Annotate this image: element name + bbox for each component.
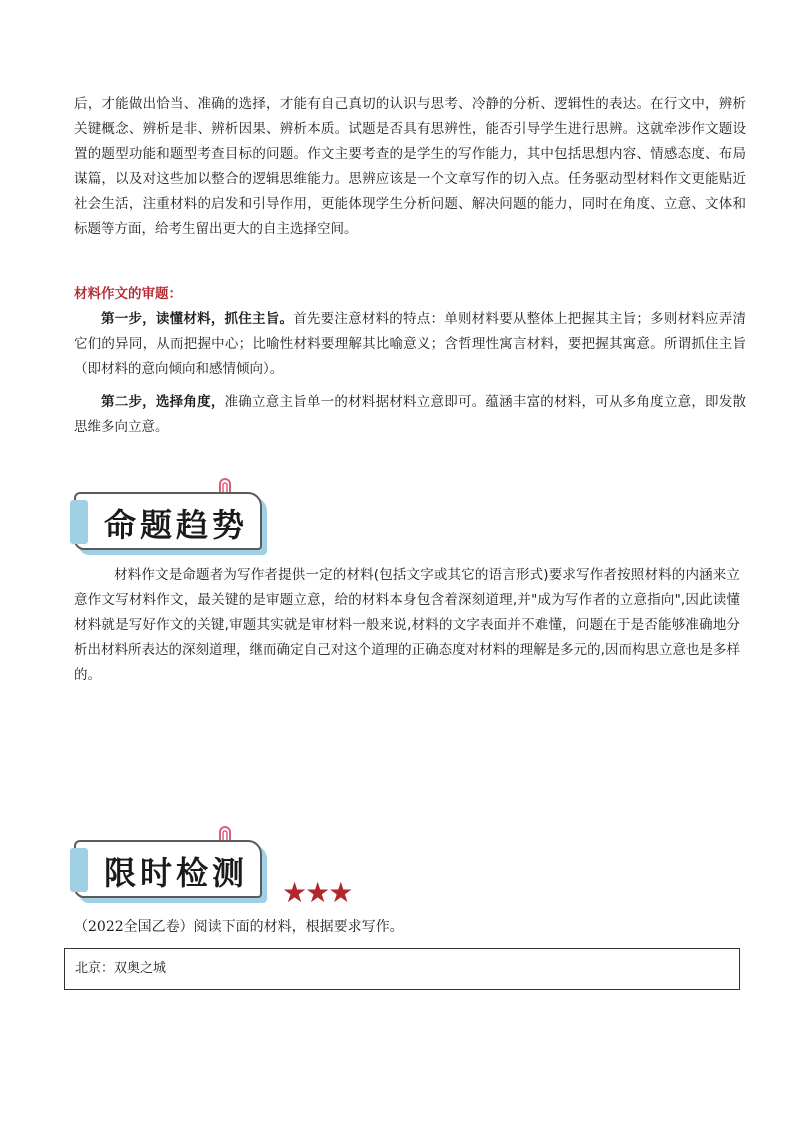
step-one-text: 首先要注意材料的特点：单则材料要从整体上把握其主旨；多则材料应弄清它们的异同，从而把握中心；比喻性材料要理解其比喻意义；含哲理性寓言材料，要把握其寓意。所谓抓住主旨（即材料的意向倾向和感情倾向）。 bbox=[74, 311, 747, 377]
banner-title: 限时检测 bbox=[104, 854, 249, 892]
banner-timed-test bbox=[68, 826, 268, 906]
step-two-label: 第二步，选择角度， bbox=[101, 394, 225, 410]
material-text: 北京：双奥之城 bbox=[75, 961, 167, 976]
banner-tab bbox=[70, 500, 88, 544]
section-heading-shenti: 材料作文的审题： bbox=[74, 286, 182, 302]
banner-frame bbox=[74, 840, 262, 898]
material-box bbox=[64, 948, 740, 990]
banner-tab bbox=[70, 848, 88, 892]
step-one-paragraph bbox=[74, 307, 746, 382]
question-prompt: （2022全国乙卷）阅读下面的材料，根据要求写作。 bbox=[74, 919, 404, 935]
step-two-text: 准确立意主旨单一的材料据材料立意即可。蕴涵丰富的材料，可从多角度立意，即发散思维多向立意。 bbox=[74, 394, 747, 435]
intro-paragraph: 后，才能做出恰当、准确的选择，才能有自己真切的认识与思考、冷静的分析、逻辑性的表达。在行文中，辨析关键概念、辨析是非、辨析因果、辨析本质。试题是否具有思辨性，能否引导学生进行思辨。这就牵涉作文题设置的题型功能和题型考查目标的问题。作文主要考查的是学生的写作能力，其中包括思想内容、情感态度、布局谋篇，以及对这些加以整合的逻辑思维能力。思辨应该是一个文章写作的切入点。任务驱动型材料作文更能贴近社会生活，注重材料的启发和引导作用，更能体现学生分析问题、解决问题的能力，同时在角度、立意、文体和标题等方面，给考生留出更大的自主选择空间。 bbox=[74, 96, 746, 237]
banner-title: 命题趋势 bbox=[104, 506, 249, 544]
step-two-paragraph bbox=[74, 390, 746, 440]
difficulty-stars-icon: ★★★ bbox=[282, 876, 352, 909]
banner-frame bbox=[74, 492, 262, 550]
step-one-label: 第一步，读懂材料，抓住主旨。 bbox=[101, 311, 294, 327]
trend-paragraph: 材料作文是命题者为写作者提供一定的材料(包括文字或其它的语言形式)要求写作者按照材料的内涵来立意作文写材料作文，最关键的是审题立意，给的材料本身包含着深刻道理,并"成为写作者的立意指向",因此读懂材料就是写好作文的关键,审题其实就是审材料一般来说,材料的文字表面并不难懂，问题在于是否能够准确地分析出材料所表达的深刻道理，继而确定自己对这个道理的正确态度对材料的理解是多元的,因而构思立意也是多样的。 bbox=[74, 567, 740, 683]
banner-trend bbox=[68, 478, 268, 558]
